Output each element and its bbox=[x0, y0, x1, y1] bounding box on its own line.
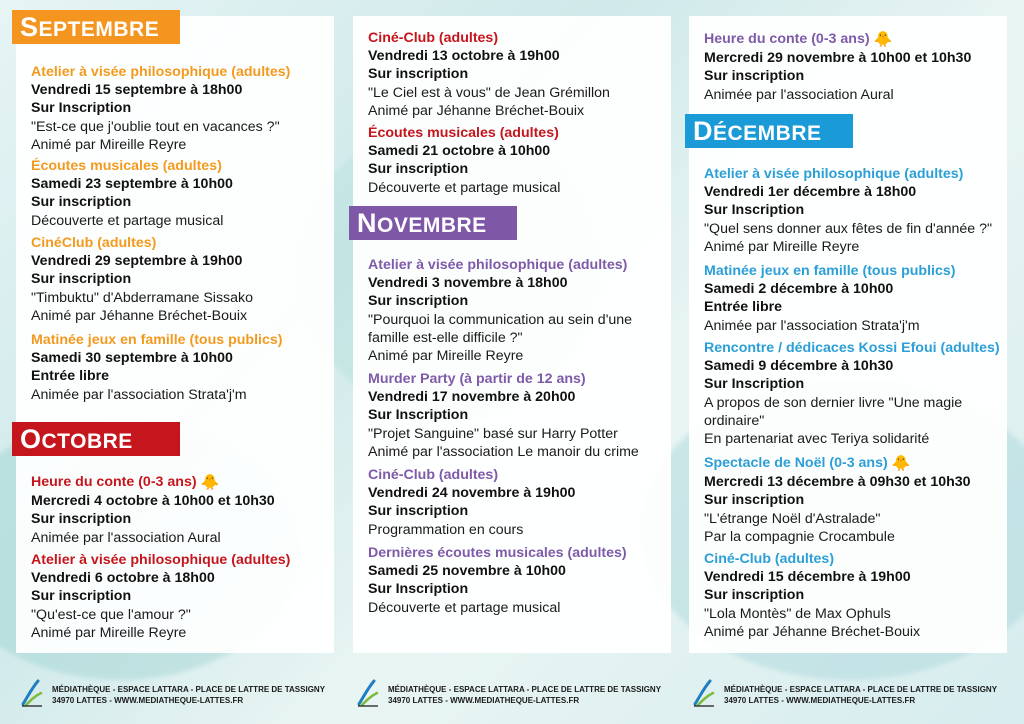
event-title: Heure du conte (0-3 ans) 🐥 bbox=[704, 31, 893, 48]
event-access: Sur inscription bbox=[368, 66, 469, 83]
event-nov1 bbox=[368, 256, 668, 365]
event-access: Sur Inscription bbox=[704, 202, 805, 219]
event-desc: Animée par l'association Aural bbox=[31, 529, 221, 546]
event-sep4 bbox=[31, 331, 331, 404]
event-oct3 bbox=[368, 29, 668, 120]
event-desc: Animé par Mireille Reyre bbox=[368, 348, 524, 365]
event-access: Sur inscription bbox=[368, 503, 469, 520]
column-october-november bbox=[353, 16, 671, 653]
event-date: Mercredi 13 décembre à 09h30 et 10h30 bbox=[704, 474, 971, 491]
event-dec2 bbox=[704, 262, 1004, 335]
event-title: Ciné-Club (adultes) bbox=[368, 467, 499, 483]
event-sep2 bbox=[31, 157, 331, 230]
event-access: Sur inscription bbox=[368, 161, 469, 178]
event-desc: ordinaire" bbox=[704, 412, 765, 429]
event-desc: "Pourquoi la communication au sein d'une bbox=[368, 311, 633, 328]
event-access: Sur inscription bbox=[31, 271, 132, 288]
event-date: Samedi 25 novembre à 10h00 bbox=[368, 563, 566, 580]
event-desc: famille est-elle difficile ?" bbox=[368, 329, 523, 346]
event-access: Sur Inscription bbox=[704, 376, 805, 393]
event-desc: "Est-ce que j'oublie tout en vacances ?" bbox=[31, 118, 280, 135]
event-date: Vendredi 6 octobre à 18h00 bbox=[31, 570, 215, 587]
event-date: Vendredi 15 septembre à 18h00 bbox=[31, 82, 243, 99]
event-desc: Animé par Mireille Reyre bbox=[704, 238, 860, 255]
event-desc: Découverte et partage musical bbox=[368, 179, 561, 196]
event-dec4 bbox=[704, 454, 1004, 546]
event-access: Sur Inscription bbox=[31, 100, 132, 117]
event-desc: Animé par Jéhanne Bréchet-Bouix bbox=[31, 307, 248, 324]
event-oct2 bbox=[31, 551, 331, 642]
event-date: Samedi 9 décembre à 10h30 bbox=[704, 358, 894, 375]
event-access: Sur Inscription bbox=[368, 581, 469, 598]
event-desc: Animé par Jéhanne Bréchet-Bouix bbox=[368, 102, 585, 119]
event-desc: Animée par l'association Strata'j'm bbox=[704, 317, 920, 334]
mediatheque-logo-icon bbox=[356, 678, 380, 708]
event-nov2 bbox=[368, 370, 668, 461]
event-desc: "Lola Montès" de Max Ophuls bbox=[704, 605, 891, 622]
event-date: Vendredi 1er décembre à 18h00 bbox=[704, 184, 917, 201]
event-date: Vendredi 3 novembre à 18h00 bbox=[368, 275, 568, 292]
event-date: Vendredi 29 septembre à 19h00 bbox=[31, 253, 243, 270]
event-date: Samedi 23 septembre à 10h00 bbox=[31, 176, 233, 193]
event-desc: Découverte et partage musical bbox=[368, 599, 561, 616]
event-desc: Découverte et partage musical bbox=[31, 212, 224, 229]
chick-icon: 🐥 bbox=[891, 455, 911, 472]
event-date: Samedi 2 décembre à 10h00 bbox=[704, 281, 894, 298]
event-desc: Animé par Mireille Reyre bbox=[31, 136, 187, 153]
event-date: Mercredi 4 octobre à 10h00 et 10h30 bbox=[31, 493, 275, 510]
month-header-september: SEPTEMBRE bbox=[12, 10, 180, 44]
event-date: Vendredi 15 décembre à 19h00 bbox=[704, 569, 911, 586]
event-access: Sur inscription bbox=[31, 194, 132, 211]
column-november-december bbox=[689, 16, 1007, 653]
event-oct4 bbox=[368, 124, 668, 197]
event-nov5 bbox=[704, 30, 1004, 104]
event-oct1 bbox=[31, 473, 331, 547]
footer-address bbox=[356, 676, 662, 716]
chick-icon: 🐥 bbox=[873, 31, 893, 48]
month-header-october: OCTOBRE bbox=[12, 422, 180, 456]
event-desc: "L'étrange Noël d'Astralade" bbox=[704, 510, 881, 527]
event-access: Sur inscription bbox=[704, 587, 805, 604]
event-nov3 bbox=[368, 466, 668, 539]
event-title: Atelier à visée philosophique (adultes) bbox=[368, 257, 628, 273]
event-title: Atelier à visée philosophique (adultes) bbox=[31, 552, 291, 568]
event-desc: "Quel sens donner aux fêtes de fin d'année ?" bbox=[704, 220, 993, 237]
event-desc: A propos de son dernier livre "Une magie bbox=[704, 394, 963, 411]
event-access: Sur inscription bbox=[704, 68, 805, 85]
footer-text: MÉDIATHÈQUE - ESPACE LATTARA - PLACE DE LATTRE DE TASSIGNY 34970 LATTES - WWW.MEDIATHEQUE-LATTES.FR bbox=[724, 685, 998, 705]
event-title: Atelier à visée philosophique (adultes) bbox=[31, 64, 291, 80]
event-date: Vendredi 17 novembre à 20h00 bbox=[368, 389, 576, 406]
event-desc: Animé par Mireille Reyre bbox=[31, 624, 187, 641]
event-access: Entrée libre bbox=[31, 368, 110, 385]
event-title: Dernières écoutes musicales (adultes) bbox=[368, 545, 627, 561]
event-dec5 bbox=[704, 550, 1004, 641]
event-title: Rencontre / dédicaces Kossi Efoui (adultes) bbox=[704, 340, 1000, 356]
event-title: Atelier à visée philosophique (adultes) bbox=[704, 166, 964, 182]
event-access: Sur inscription bbox=[368, 293, 469, 310]
event-desc: "Projet Sanguine" basé sur Harry Potter bbox=[368, 425, 618, 442]
event-title: Ciné-Club (adultes) bbox=[704, 551, 835, 567]
event-date: Mercredi 29 novembre à 10h00 et 10h30 bbox=[704, 50, 972, 67]
event-title: CinéClub (adultes) bbox=[31, 235, 157, 251]
event-date: Vendredi 24 novembre à 19h00 bbox=[368, 485, 576, 502]
event-sep1 bbox=[31, 63, 331, 154]
event-title: Murder Party (à partir de 12 ans) bbox=[368, 371, 586, 387]
event-desc: Programmation en cours bbox=[368, 521, 524, 538]
event-desc: "Le Ciel est à vous" de Jean Grémillon bbox=[368, 84, 610, 101]
event-desc: Par la compagnie Crocambule bbox=[704, 528, 895, 545]
footer-address bbox=[20, 676, 326, 716]
event-title: Heure du conte (0-3 ans) 🐥 bbox=[31, 474, 220, 491]
footer-text: MÉDIATHÈQUE - ESPACE LATTARA - PLACE DE LATTRE DE TASSIGNY 34970 LATTES - WWW.MEDIATHEQUE-LATTES.FR bbox=[52, 685, 326, 705]
column-september-october bbox=[16, 12, 334, 653]
chick-icon: 🐥 bbox=[200, 474, 220, 491]
event-date: Samedi 21 octobre à 10h00 bbox=[368, 143, 551, 160]
mediatheque-logo-icon bbox=[20, 678, 44, 708]
event-date: Samedi 30 septembre à 10h00 bbox=[31, 350, 233, 367]
footer-text: MÉDIATHÈQUE - ESPACE LATTARA - PLACE DE LATTRE DE TASSIGNY 34970 LATTES - WWW.MEDIATHEQUE-LATTES.FR bbox=[388, 685, 662, 705]
event-title: Matinée jeux en famille (tous publics) bbox=[704, 263, 956, 279]
event-desc: "Timbuktu" d'Abderramane Sissako bbox=[31, 289, 254, 306]
event-title: Écoutes musicales (adultes) bbox=[368, 125, 559, 141]
month-header-november: NOVEMBRE bbox=[349, 206, 517, 240]
event-access: Sur inscription bbox=[31, 511, 132, 528]
event-access: Sur inscription bbox=[31, 588, 132, 605]
event-desc: Animée par l'association Aural bbox=[704, 86, 894, 103]
event-sep3 bbox=[31, 234, 331, 325]
event-desc: "Qu'est-ce que l'amour ?" bbox=[31, 606, 191, 623]
event-desc: Animé par Jéhanne Bréchet-Bouix bbox=[704, 623, 921, 640]
event-access: Sur inscription bbox=[704, 492, 805, 509]
event-desc: Animée par l'association Strata'j'm bbox=[31, 386, 247, 403]
footer-address bbox=[692, 676, 998, 716]
event-access: Sur Inscription bbox=[368, 407, 469, 424]
event-title: Matinée jeux en famille (tous publics) bbox=[31, 332, 283, 348]
mediatheque-logo-icon bbox=[692, 678, 716, 708]
event-date: Vendredi 13 octobre à 19h00 bbox=[368, 48, 560, 65]
event-title: Écoutes musicales (adultes) bbox=[31, 158, 222, 174]
event-access: Entrée libre bbox=[704, 299, 783, 316]
event-title: Ciné-Club (adultes) bbox=[368, 30, 499, 46]
event-desc: En partenariat avec Teriya solidarité bbox=[704, 431, 930, 448]
event-dec3 bbox=[704, 339, 1004, 448]
event-dec1 bbox=[704, 165, 1004, 256]
event-nov4 bbox=[368, 544, 668, 617]
event-title: Spectacle de Noël (0-3 ans) 🐥 bbox=[704, 455, 911, 472]
event-desc: Animé par l'association Le manoir du crime bbox=[368, 443, 639, 460]
month-header-december: DÉCEMBRE bbox=[685, 114, 853, 148]
